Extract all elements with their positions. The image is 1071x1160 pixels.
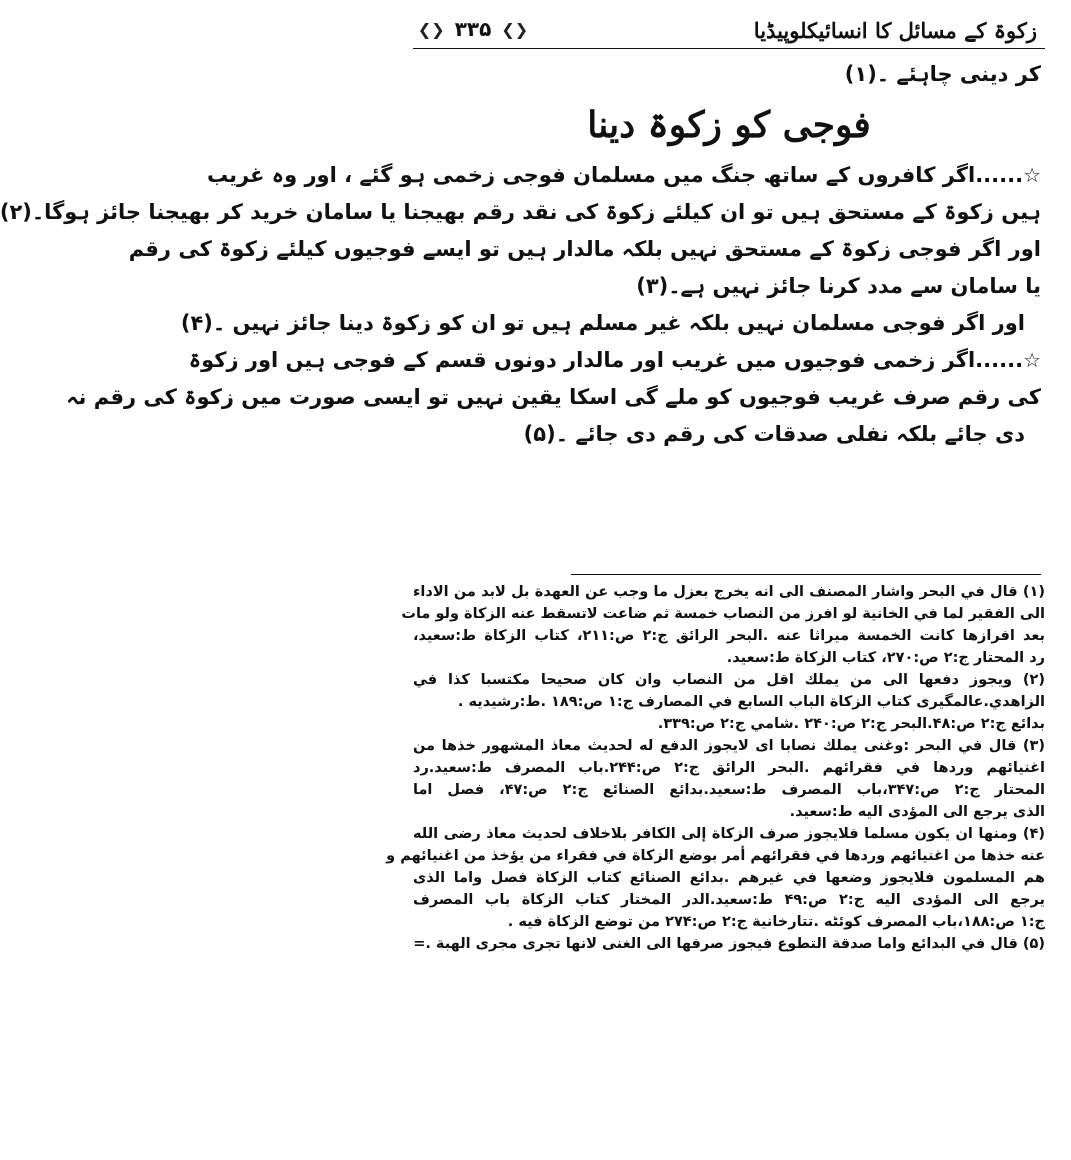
footnote-line: (۳) قال في البحر :وغنى يملك نصابا اى لايجوز الدفع له لحديث معاذ المشهور خذها من (413, 738, 1045, 754)
page-header (413, 14, 1045, 48)
footnote-line: (۲) ويجوز دفعها الى من يملك اقل من النصاب وان كان صحيحا مكتسبا كذا في (413, 672, 1045, 688)
footnote-line: (۱) قال في البحر واشار المصنف الى انه يخرج بعزل ما وجب عن العهدة بل لابد من الاداء (413, 584, 1045, 600)
header-divider (413, 48, 1045, 49)
ornament-left-icon: ❮❯ (417, 19, 445, 39)
section-heading: فوجی کو زکوۃ دینا (587, 104, 871, 146)
lead-line: کر دینی چاہئے ۔(۱) (844, 62, 1041, 86)
paragraph-line: ☆......اگر زخمی فوجیوں میں غریب اور مالدار دونوں قسم کے فوجی ہیں اور زکوۃ (188, 348, 1041, 372)
footnote-line: بعد افرازها كانت الخمسة ميراثا عنه .البحر الرائق ج:۲ ص:۲۱۱، كتاب الزكاة ط:سعيد، (413, 628, 1046, 644)
paragraph-line: ☆......اگر کافروں کے ساتھ جنگ میں مسلمان فوجی زخمی ہو گئے ، اور وہ غریب (206, 163, 1041, 187)
main-text (0, 56, 1041, 453)
star-icon: ☆ (1023, 163, 1041, 187)
footnote-line: عنه خذها من اغنيائهم وردها في فقرائهم أمر بوضع الزكاة في فقراء من يؤخذ من اغنيائهم و (386, 848, 1045, 864)
footnote-line: هم المسلمون فلايجوز وضعها في غيرهم .بدائع الصنائع كتاب الزكاة فصل واما الذى (413, 870, 1045, 886)
footnote-line: الذى يرجع الى المؤدى اليه ط:سعيد. (789, 804, 1045, 820)
footnote-line: المحتار ج:۲ ص:۳۴۷،باب المصرف ط:سعيد.بدائع الصنائع ج:۲ ص:۴۷، فصل اما (413, 782, 1045, 798)
paragraph-line: دی جائے بلکہ نفلی صدقات کی رقم دی جائے ۔(۵) (523, 422, 1025, 446)
star-icon: ☆ (1023, 348, 1041, 372)
book-title: زکوۃ کے مسائل کا انسائیکلوپیڈیا (753, 18, 1037, 43)
footnote-divider (571, 574, 1041, 575)
footnote-line: (۵) قال في البدائع واما صدقة التطوع فيجوز صرفها الى الغنى لانها تجرى مجرى الهبة .= (413, 936, 1045, 952)
footnote-line: يرجع الى المؤدى اليه ج:۲ ص:۴۹ ط:سعيد.الدر المختار كتاب الزكاة باب المصرف (413, 892, 1045, 908)
paragraph-line: اور اگر فوجی مسلمان نہیں بلکہ غیر مسلم ہیں تو ان کو زکوۃ دینا جائز نہیں ۔(۴) (180, 311, 1025, 335)
ornament-right-icon: ❮❯ (501, 19, 529, 39)
footnote-line: الى الفقير لما في الخانية لو افرز من النصاب خمسة ثم ضاعت لاتسقط عنه الزكاة ولو مات (401, 606, 1045, 622)
footnote-line: رد المحتار ج:۲ ص:۲۷۰، كتاب الزكاة ط:سعيد. (726, 650, 1045, 666)
page-number: ۳۳۵ (454, 17, 492, 41)
footnote-line: بدائع ج:۲ ص:۴۸.البحر ج:۲ ص:۲۴۰ .شامي ج:۲ ص:۳۳۹. (657, 716, 1045, 732)
paragraph-line: اور اگر فوجی زکوۃ کے مستحق نہیں بلکہ مالدار ہیں تو ایسے فوجیوں کیلئے زکوۃ کی رقم (128, 237, 1041, 261)
footnote-line: الزاهدي.عالمگیری كتاب الزكاة الباب السابع في المصارف ج:۱ ص:۱۸۹ .ط:رشيديه . (457, 694, 1045, 710)
paragraph-line: یا سامان سے مدد کرنا جائز نہیں ہے۔(۳) (636, 274, 1041, 298)
footnote-line: ج:۱ ص:۱۸۸،باب المصرف كوئٹه .تتارخانية ج:۲ ص:۲۷۴ من توضع الزكاة فيه . (507, 914, 1045, 930)
footnotes (386, 582, 1046, 956)
page-number-box (417, 14, 529, 44)
footnote-line: اغنيائهم وردها في فقرائهم .البحر الرائق ج:۲ ص:۲۴۴.باب المصرف ط:سعيد.رد (413, 760, 1045, 776)
paragraph-line: ہیں زکوۃ کے مستحق ہیں تو ان کیلئے زکوۃ کی نقد رقم بھیجنا یا سامان خرید کر بھیجنا جائز ہوگا۔(۲) (0, 200, 1041, 224)
footnote-line: (۴) ومنها ان يكون مسلما فلايجوز صرف الزكاة إلى الكافر بلاخلاف لحديث معاذ رضى الله (413, 826, 1045, 842)
paragraph-line: کی رقم صرف غریب فوجیوں کو ملے گی اسکا یقین نہیں تو ایسی صورت میں زکوۃ کی رقم نہ (66, 385, 1041, 409)
